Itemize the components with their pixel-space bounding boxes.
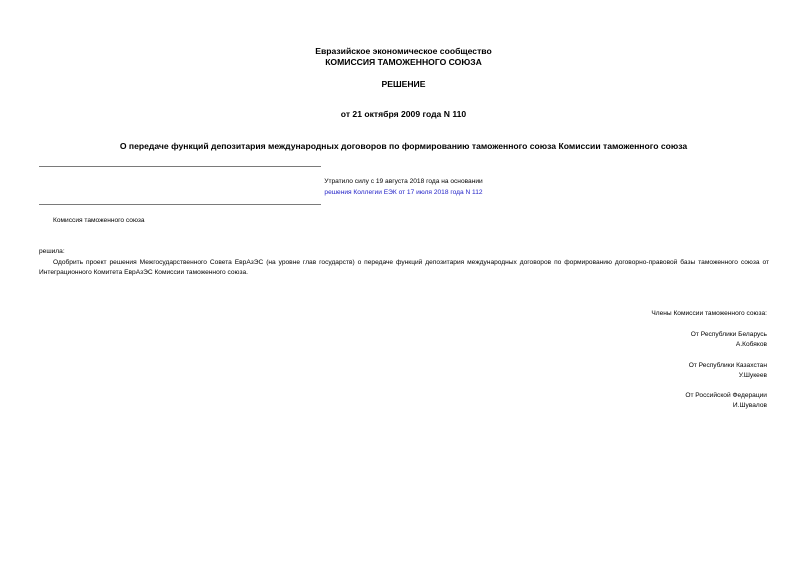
repeal-link[interactable]: решения Коллегии ЕЭК от 17 июля 2018 года N 112 [324, 189, 483, 196]
signatory-name: И.Шувалов [732, 402, 767, 409]
divider-top [39, 166, 321, 167]
signatory-country: От Республики Казахстан [688, 362, 767, 369]
resolution-paragraph: Одобрить проект решения Межгосударственного Совета ЕврАзЭС (на уровне глав государств) о передаче функций депозитария международных договоров по формированию договорно-правовой базы таможенного союза от Интеграционного Комитета ЕврАзЭС Комиссии таможенного союза. [39, 259, 769, 276]
resolved-label: решила: [39, 248, 65, 255]
document-date-number: от 21 октября 2009 года N 110 [340, 109, 467, 119]
issuer: Комиссия таможенного союза [53, 217, 145, 224]
repeal-note: Утратило силу с 19 августа 2018 года на основании [324, 178, 483, 185]
commission-name: КОМИССИЯ ТАМОЖЕННОГО СОЮЗА [325, 57, 482, 67]
repeal-link-line [0, 188, 807, 198]
signatory-country: От Российской Федерации [685, 392, 767, 399]
signatory-country: От Республики Беларусь [690, 331, 767, 338]
divider-bottom [39, 204, 321, 205]
document-type: РЕШЕНИЕ [381, 79, 426, 89]
signatory-name: А.Кобяков [735, 341, 767, 348]
org-name: Евразийское экономическое сообщество [315, 46, 492, 56]
signatory-name: У.Шукеев [738, 372, 767, 379]
document-subject: О передаче функций депозитария международных договоров по формированию таможенного союза Комиссии таможенного союза [119, 141, 688, 151]
signatures-heading: Члены Комиссии таможенного союза: [651, 310, 767, 317]
